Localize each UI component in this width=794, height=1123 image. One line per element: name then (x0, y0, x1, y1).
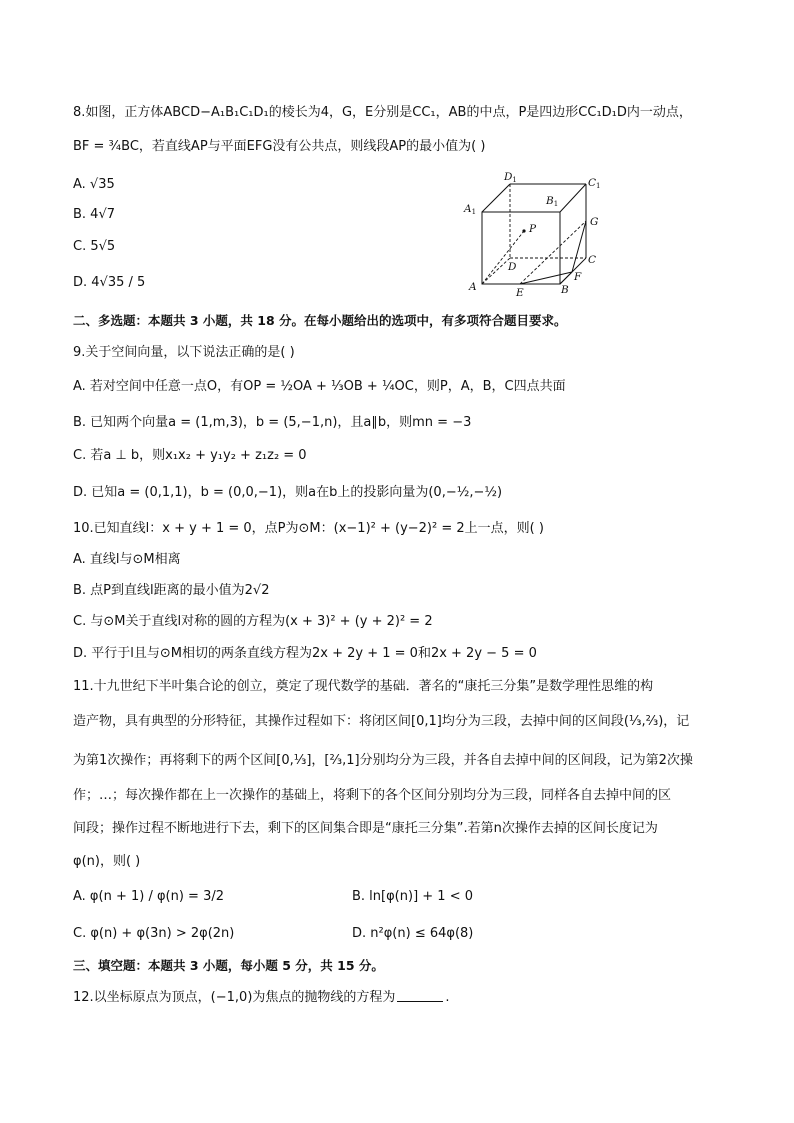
label-c: C (588, 254, 597, 266)
q8-option-d: D. 4√35 / 5 (73, 275, 146, 290)
label-b1: B1 (546, 195, 559, 208)
q10-option-b: B. 点P到直线l距离的最小值为2√2 (73, 583, 270, 598)
q12-stem (73, 988, 450, 1007)
segment-ap (482, 231, 524, 284)
label-d1: D1 (504, 171, 517, 184)
label-p: P (529, 223, 537, 235)
q9-option-b: B. 已知两个向量a = (1,m,3)，b = (5,−1,n)，且a∥b，则mn = −3 (73, 415, 472, 430)
q12-stem-end: . (445, 990, 450, 1005)
q8-stem-line1: 8.如图，正方体ABCD−A₁B₁C₁D₁的棱长为4，G，E分别是CC₁，AB的中点，P是四边形CC₁D₁D内一动点， (73, 105, 692, 120)
q10-option-a: A. 直线l与⊙M相离 (73, 552, 181, 567)
label-a1: A1 (464, 203, 477, 216)
q8-option-c: C. 5√5 (73, 239, 116, 254)
q11-option-b: B. ln[φ(n)] + 1 < 0 (352, 889, 473, 904)
q10-stem: 10.已知直线l：x + y + 1 = 0，点P为⊙M：(x−1)² + (y−2)² = 2上一点，则( ) (73, 521, 544, 536)
q11-line5: 间段；操作过程不断地进行下去，剩下的区间集合即是“康托三分集”.若第n次操作去掉的区间长度记为 (73, 821, 658, 836)
q9-option-a: A. 若对空间中任意一点O，有OP = ½OA + ⅓OB + ¼OC，则P，A，B，C四点共面 (73, 379, 566, 394)
q8-stem-line2: BF = ¾BC，若直线AP与平面EFG没有公共点，则线段AP的最小值为( ) (73, 139, 486, 154)
q11-line6: φ(n)，则( ) (73, 854, 141, 869)
cube-figure (460, 168, 610, 303)
q11-line4: 作；…；每次操作都在上一次操作的基础上，将剩下的各个区间分别均分为三段，同样各自去掉中间的区 (73, 788, 672, 803)
q11-line1: 11.十九世纪下半叶集合论的创立，奠定了现代数学的基础．著名的“康托三分集”是数学理性思维的构 (73, 679, 654, 694)
cube-edge-a1d1 (482, 184, 510, 212)
q12-answer-blank (397, 988, 443, 1002)
q10-option-c: C. 与⊙M关于直线l对称的圆的方程为(x + 3)² + (y + 2)² = 2 (73, 614, 433, 629)
label-g: G (590, 216, 599, 228)
point-p (522, 229, 525, 232)
label-f: F (574, 271, 582, 283)
label-a: A (469, 281, 477, 293)
q8-option-b: B. 4√7 (73, 207, 116, 222)
q11-option-c: C. φ(n) + φ(3n) > 2φ(2n) (73, 926, 235, 941)
section-2-heading: 二、多选题：本题共 3 小题，共 18 分。在每小题给出的选项中，有多项符合题目要求。 (73, 313, 567, 328)
q9-stem: 9.关于空间向量，以下说法正确的是( ) (73, 345, 295, 360)
q11-option-d: D. n²φ(n) ≤ 64φ(8) (352, 926, 474, 941)
q11-line3: 为第1次操作；再将剩下的两个区间[0,⅓]，[⅔,1]分别均分为三段，并各自去掉中间的区间段，记为第2次操 (73, 753, 693, 768)
segment-ef (520, 272, 572, 284)
q9-option-c: C. 若a ⊥ b，则x₁x₂ + y₁y₂ + z₁z₂ = 0 (73, 448, 307, 463)
q11-line2: 造产物，具有典型的分形特征，其操作过程如下：将闭区间[0,1]均分为三段，去掉中间的区间段(⅓,⅔)，记 (73, 714, 690, 729)
label-b: B (561, 284, 569, 296)
q10-option-d: D. 平行于l且与⊙M相切的两条直线方程为2x + 2y + 1 = 0和2x + 2y − 5 = 0 (73, 646, 537, 661)
label-c1: C1 (588, 177, 601, 190)
cube-edge-b1c1 (560, 184, 586, 212)
cube-hidden-edge-ad (482, 258, 510, 284)
q9-option-d: D. 已知a = (0,1,1)，b = (0,0,−1)，则a在b上的投影向量为(0,−½,−½) (73, 485, 503, 500)
section-3-heading: 三、填空题：本题共 3 小题，每小题 5 分，共 15 分。 (73, 958, 384, 973)
label-d: D (508, 261, 517, 273)
label-e: E (516, 287, 524, 299)
q8-option-a: A. √35 (73, 177, 115, 192)
q12-stem-text: 12.以坐标原点为顶点，(−1,0)为焦点的抛物线的方程为 (73, 990, 396, 1005)
q11-option-a: A. φ(n + 1) / φ(n) = 3/2 (73, 889, 224, 904)
